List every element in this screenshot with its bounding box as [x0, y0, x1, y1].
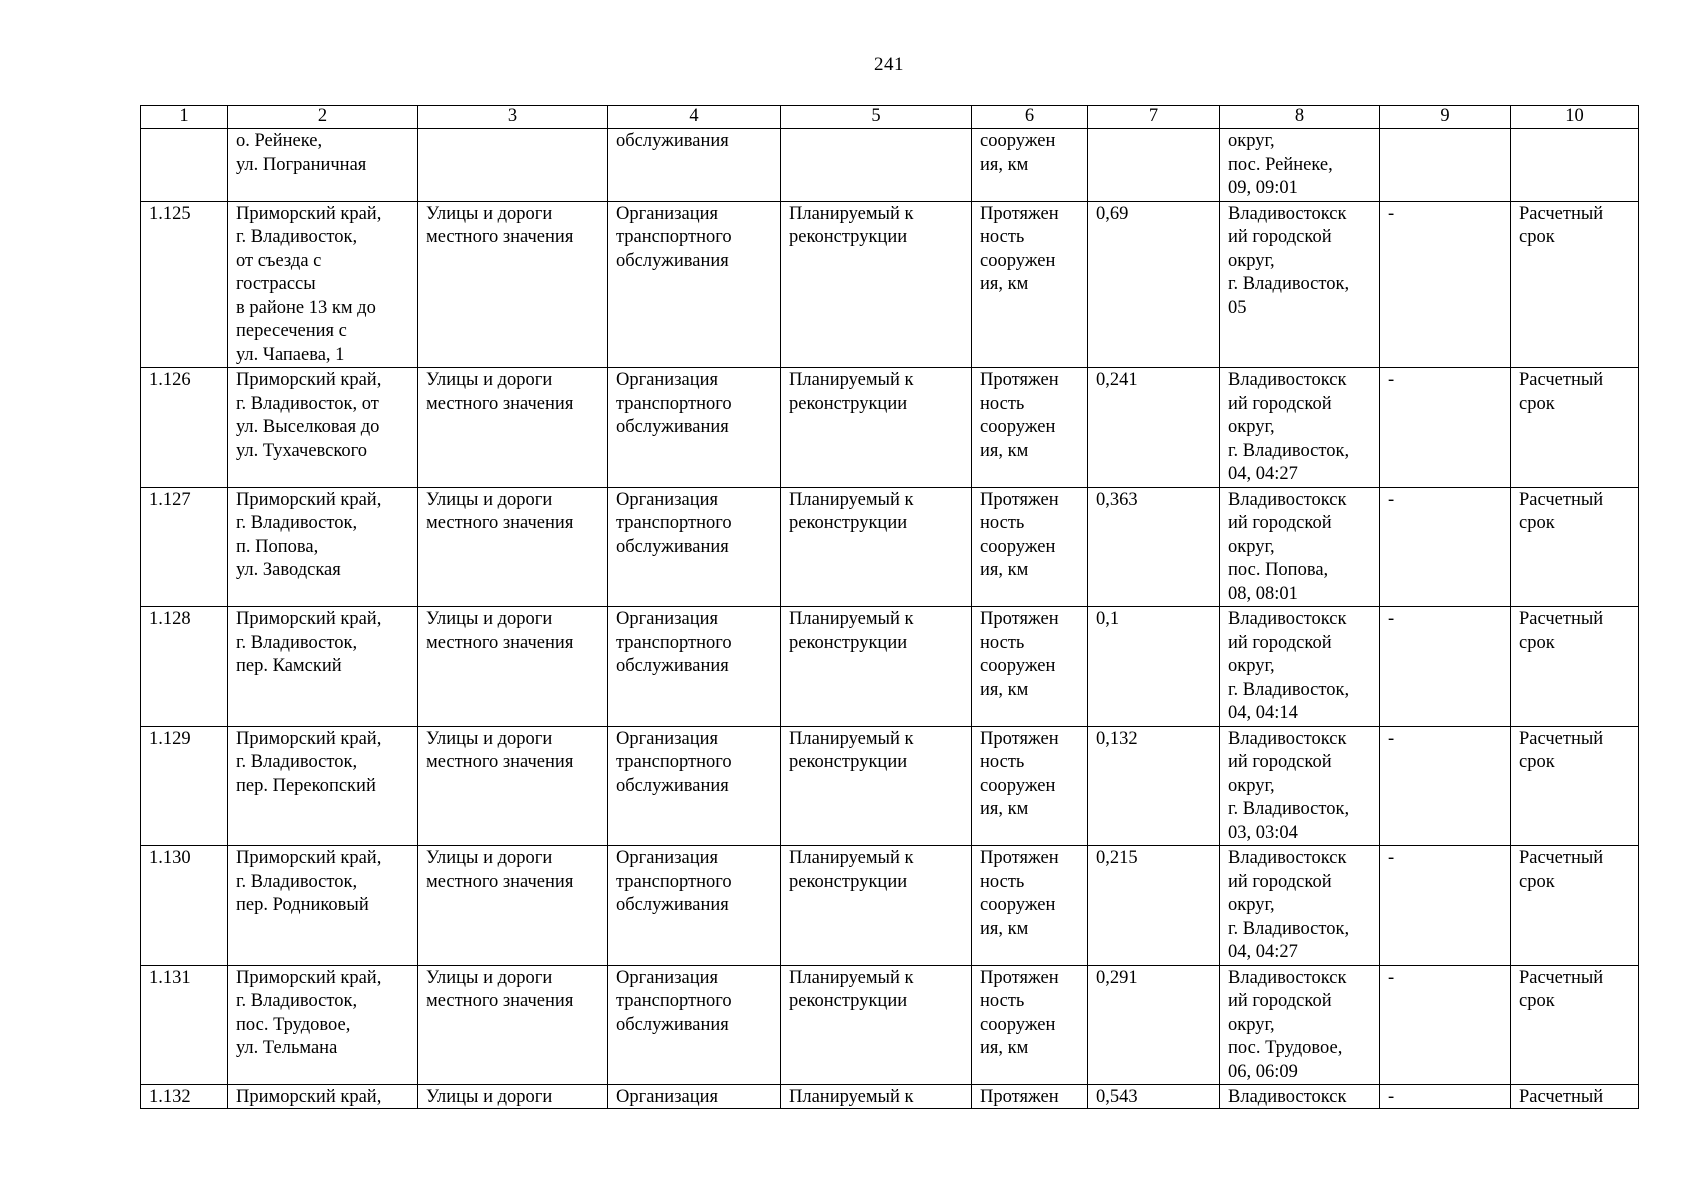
column-header: 8: [1220, 106, 1380, 129]
cell-value: 0,1: [1088, 607, 1220, 727]
cell-object-type: [418, 129, 608, 202]
cell-zone: Владивостокск ий городской округ, г. Владивосток, 05: [1220, 201, 1380, 368]
cell-zone: Владивостокск: [1220, 1085, 1380, 1109]
cell-value: [1088, 129, 1220, 202]
cell-purpose: Организация транспортного обслуживания: [608, 965, 781, 1085]
cell-location: Приморский край, г. Владивосток, пер. Камский: [228, 607, 418, 727]
table-row: [141, 846, 1639, 966]
cell-zone: Владивостокск ий городской округ, пос. Трудовое, 06, 06:09: [1220, 965, 1380, 1085]
cell-status: Планируемый к: [781, 1085, 972, 1109]
cell-status: Планируемый к реконструкции: [781, 487, 972, 607]
cell-number: 1.132: [141, 1085, 228, 1109]
cell-zone: Владивостокск ий городской округ, г. Владивосток, 04, 04:27: [1220, 368, 1380, 488]
cell-number: 1.127: [141, 487, 228, 607]
cell-location: Приморский край, г. Владивосток, п. Попова, ул. Заводская: [228, 487, 418, 607]
cell-location: о. Рейнеке, ул. Пограничная: [228, 129, 418, 202]
cell-zone: округ, пос. Рейнеке, 09, 09:01: [1220, 129, 1380, 202]
cell-value: 0,241: [1088, 368, 1220, 488]
cell-value: 0,69: [1088, 201, 1220, 368]
cell-number: 1.131: [141, 965, 228, 1085]
cell-status: Планируемый к реконструкции: [781, 368, 972, 488]
column-header: 2: [228, 106, 418, 129]
cell-purpose: Организация транспортного обслуживания: [608, 607, 781, 727]
cell-status: Планируемый к реконструкции: [781, 726, 972, 846]
cell-col9: -: [1380, 607, 1511, 727]
registry-table: [140, 105, 1639, 1109]
cell-term: Расчетный срок: [1511, 607, 1639, 727]
cell-col9: -: [1380, 726, 1511, 846]
cell-term: Расчетный срок: [1511, 965, 1639, 1085]
table-row: [141, 201, 1639, 368]
table-row: [141, 368, 1639, 488]
cell-object-type: Улицы и дороги местного значения: [418, 201, 608, 368]
cell-number: 1.125: [141, 201, 228, 368]
column-header: 9: [1380, 106, 1511, 129]
table-row: [141, 607, 1639, 727]
cell-location: Приморский край, г. Владивосток, от съезда с гострассы в районе 13 км до пересечения с ул. Чапаева, 1: [228, 201, 418, 368]
cell-zone: Владивостокск ий городской округ, г. Владивосток, 04, 04:14: [1220, 607, 1380, 727]
cell-status: Планируемый к реконструкции: [781, 846, 972, 966]
cell-purpose: Организация транспортного обслуживания: [608, 368, 781, 488]
cell-number: 1.130: [141, 846, 228, 966]
cell-term: Расчетный: [1511, 1085, 1639, 1109]
cell-col9: -: [1380, 487, 1511, 607]
cell-value: 0,132: [1088, 726, 1220, 846]
cell-characteristic: Протяжен ность сооружен ия, км: [972, 607, 1088, 727]
cell-purpose: обслуживания: [608, 129, 781, 202]
cell-status: Планируемый к реконструкции: [781, 201, 972, 368]
cell-term: Расчетный срок: [1511, 487, 1639, 607]
cell-number: 1.128: [141, 607, 228, 727]
cell-object-type: Улицы и дороги местного значения: [418, 368, 608, 488]
cell-col9: [1380, 129, 1511, 202]
cell-characteristic: Протяжен ность сооружен ия, км: [972, 487, 1088, 607]
cell-zone: Владивостокск ий городской округ, г. Владивосток, 03, 03:04: [1220, 726, 1380, 846]
cell-object-type: Улицы и дороги местного значения: [418, 726, 608, 846]
cell-purpose: Организация транспортного обслуживания: [608, 846, 781, 966]
cell-term: Расчетный срок: [1511, 368, 1639, 488]
column-number-header: [141, 106, 1639, 129]
cell-characteristic: Протяжен ность сооружен ия, км: [972, 368, 1088, 488]
cell-location: Приморский край, г. Владивосток, пер. Перекопский: [228, 726, 418, 846]
cell-object-type: Улицы и дороги местного значения: [418, 487, 608, 607]
cell-characteristic: Протяжен ность сооружен ия, км: [972, 965, 1088, 1085]
column-header: 5: [781, 106, 972, 129]
cell-value: 0,543: [1088, 1085, 1220, 1109]
cell-number: [141, 129, 228, 202]
cell-purpose: Организация транспортного обслуживания: [608, 201, 781, 368]
cell-object-type: Улицы и дороги местного значения: [418, 846, 608, 966]
table-row: [141, 726, 1639, 846]
column-header: 10: [1511, 106, 1639, 129]
cell-col9: -: [1380, 1085, 1511, 1109]
cell-term: Расчетный срок: [1511, 201, 1639, 368]
column-header: 7: [1088, 106, 1220, 129]
cell-value: 0,291: [1088, 965, 1220, 1085]
cell-object-type: Улицы и дороги местного значения: [418, 607, 608, 727]
cell-location: Приморский край,: [228, 1085, 418, 1109]
column-header: 6: [972, 106, 1088, 129]
cell-object-type: Улицы и дороги: [418, 1085, 608, 1109]
cell-col9: -: [1380, 846, 1511, 966]
cell-characteristic: Протяжен ность сооружен ия, км: [972, 201, 1088, 368]
cell-col9: -: [1380, 201, 1511, 368]
cell-purpose: Организация транспортного обслуживания: [608, 726, 781, 846]
cell-location: Приморский край, г. Владивосток, от ул. Выселковая до ул. Тухачевского: [228, 368, 418, 488]
cell-status: Планируемый к реконструкции: [781, 607, 972, 727]
cell-number: 1.129: [141, 726, 228, 846]
cell-col9: -: [1380, 368, 1511, 488]
cell-term: Расчетный срок: [1511, 846, 1639, 966]
column-header: 1: [141, 106, 228, 129]
cell-number: 1.126: [141, 368, 228, 488]
column-header: 3: [418, 106, 608, 129]
cell-term: Расчетный срок: [1511, 726, 1639, 846]
cell-characteristic: Протяжен ность сооружен ия, км: [972, 846, 1088, 966]
cell-characteristic: Протяжен: [972, 1085, 1088, 1109]
cell-characteristic: Протяжен ность сооружен ия, км: [972, 726, 1088, 846]
cell-characteristic: сооружен ия, км: [972, 129, 1088, 202]
cell-term: [1511, 129, 1639, 202]
cell-col9: -: [1380, 965, 1511, 1085]
table-row: [141, 129, 1639, 202]
cell-location: Приморский край, г. Владивосток, пос. Трудовое, ул. Тельмана: [228, 965, 418, 1085]
cell-purpose: Организация транспортного обслуживания: [608, 487, 781, 607]
cell-object-type: Улицы и дороги местного значения: [418, 965, 608, 1085]
table-row: [141, 965, 1639, 1085]
table-row: [141, 487, 1639, 607]
cell-location: Приморский край, г. Владивосток, пер. Родниковый: [228, 846, 418, 966]
table-row: [141, 1085, 1639, 1109]
cell-status: Планируемый к реконструкции: [781, 965, 972, 1085]
cell-zone: Владивостокск ий городской округ, г. Владивосток, 04, 04:27: [1220, 846, 1380, 966]
cell-status: [781, 129, 972, 202]
cell-value: 0,363: [1088, 487, 1220, 607]
column-header: 4: [608, 106, 781, 129]
cell-zone: Владивостокск ий городской округ, пос. Попова, 08, 08:01: [1220, 487, 1380, 607]
cell-value: 0,215: [1088, 846, 1220, 966]
cell-purpose: Организация: [608, 1085, 781, 1109]
page-number: 241: [874, 54, 904, 75]
